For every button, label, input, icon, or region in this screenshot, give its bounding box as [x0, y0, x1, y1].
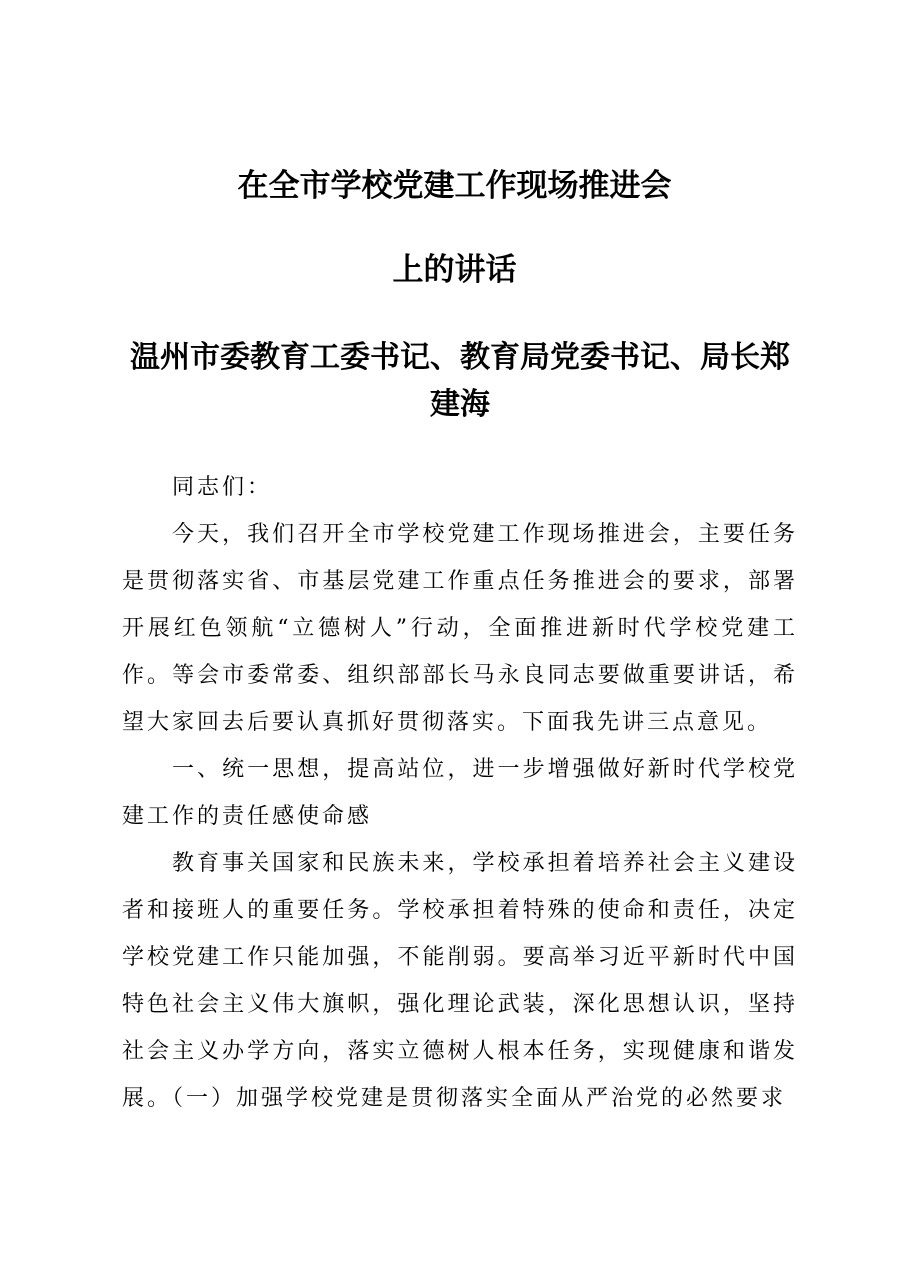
speech-body [122, 464, 798, 1122]
section-heading-1: 一、统一思想，提高站位，进一步增强做好新时代学校党建工作的责任感使命感 [122, 757, 798, 829]
document-title-line2: 上的讲话 [392, 252, 517, 288]
paragraph-intro: 今天，我们召开全市学校党建工作现场推进会，主要任务是贯彻落实省、市基层党建工作重点任务推进会的要求，部署开展红色领航“立德树人”行动，全面推进新时代学校党建工作。等会市委常委、组织部部长马永良同志要做重要讲话，希望大家回去后要认真抓好贯彻落实。下面我先讲三点意见。 [122, 522, 798, 735]
paragraph-section-1: 教育事关国家和民族未来，学校承担着培养社会主义建设者和接班人的重要任务。学校承担着特殊的使命和责任，决定学校党建工作只能加强，不能削弱。要高举习近平新时代中国特色社会主义伟大旗帜，强化理论武装，深化思想认识，坚持社会主义办学方向，落实立德树人根本任务，实现健康和谐发展。（一）加强学校党建是贯彻落实全面从严治党的必然要求 [122, 851, 798, 1111]
salutation: 同志们： [172, 475, 273, 500]
document-title-line1: 在全市学校党建工作现场推进会 [237, 168, 672, 204]
speaker-byline: 温州市委教育工委书记、教育局党委书记、局长郑建海 [130, 340, 790, 422]
